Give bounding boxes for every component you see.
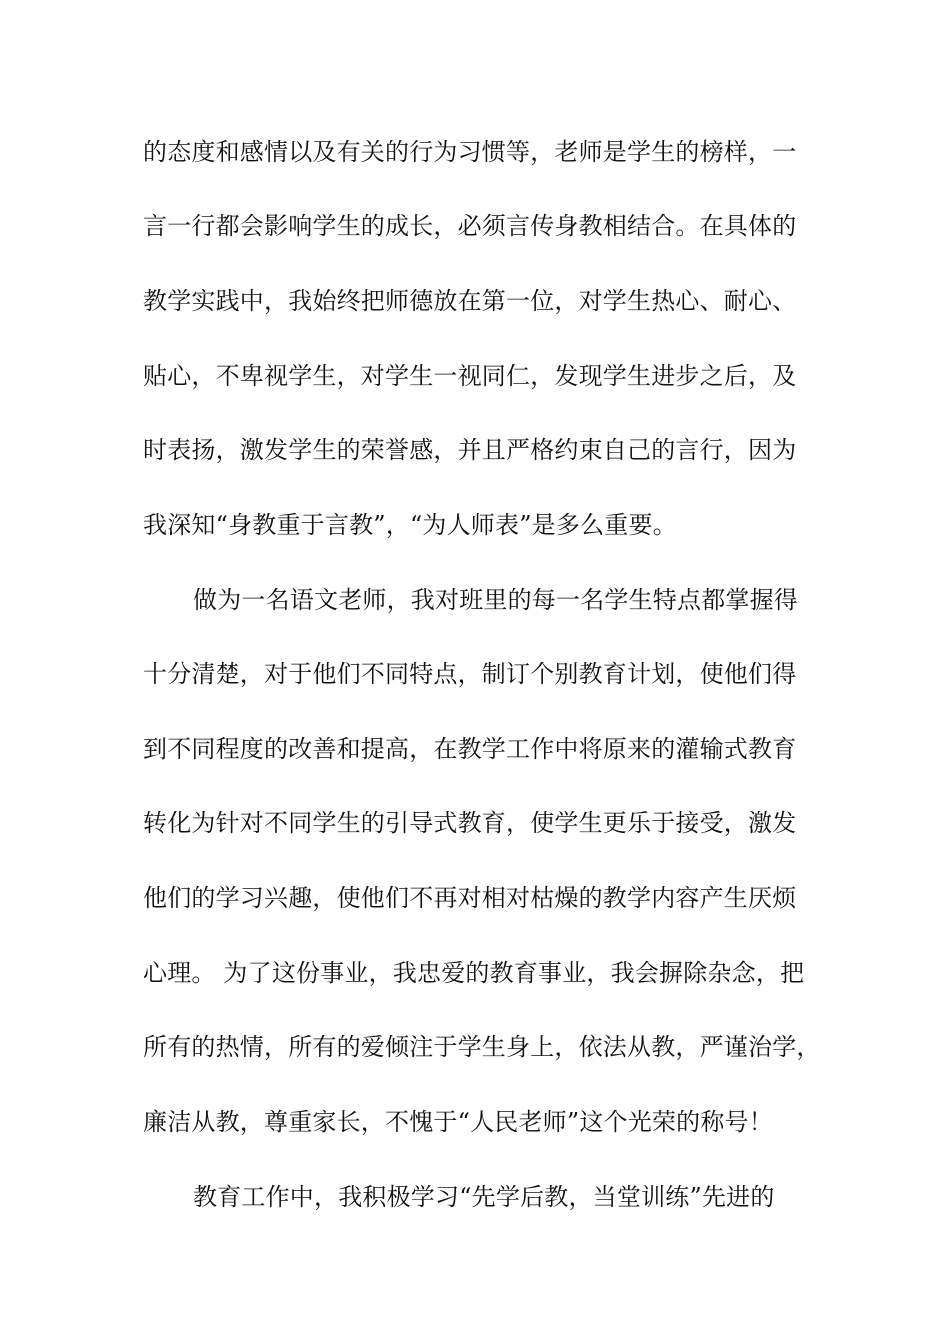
text-line-2: 言一行都会影响学生的成长，必须言传身教相结合。在具体的 — [143, 212, 797, 240]
text-line-15: 教育工作中，我积极学习“先学后教，当堂训练”先进的 — [193, 1183, 775, 1211]
text-line-9: 到不同程度的改善和提高，在教学工作中将原来的灌输式教育 — [143, 735, 797, 763]
text-line-5: 时表扬，激发学生的荣誉感，并且严格约束自己的言行，因为 — [143, 436, 797, 464]
text-line-7: 做为一名语文老师，我对班里的每一名学生特点都掌握得 — [193, 586, 798, 614]
text-line-1: 的态度和感情以及有关的行为习惯等，老师是学生的榜样，一 — [143, 138, 797, 166]
text-line-13: 所有的热情，所有的爱倾注于学生身上，依法从教，严谨治学， — [143, 1033, 821, 1061]
text-line-4: 贴心，不卑视学生，对学生一视同仁，发现学生进步之后，及 — [143, 362, 797, 390]
text-line-6: 我深知“身教重于言教”，“为人师表”是多么重要。 — [143, 511, 677, 539]
text-line-14: 廉洁从教，尊重家长，不愧于“人民老师”这个光荣的称号！ — [143, 1108, 773, 1136]
text-line-10: 转化为针对不同学生的引导式教育，使学生更乐于接受，激发 — [143, 809, 797, 837]
text-line-12: 心理。 为了这份事业，我忠爱的教育事业，我会摒除杂念，把 — [143, 959, 805, 987]
text-line-3: 教学实践中，我始终把师德放在第一位，对学生热心、耐心、 — [143, 287, 797, 315]
text-line-11: 他们的学习兴趣，使他们不再对相对枯燥的教学内容产生厌烦 — [143, 884, 797, 912]
text-line-8: 十分清楚，对于他们不同特点，制订个别教育计划，使他们得 — [143, 660, 797, 688]
